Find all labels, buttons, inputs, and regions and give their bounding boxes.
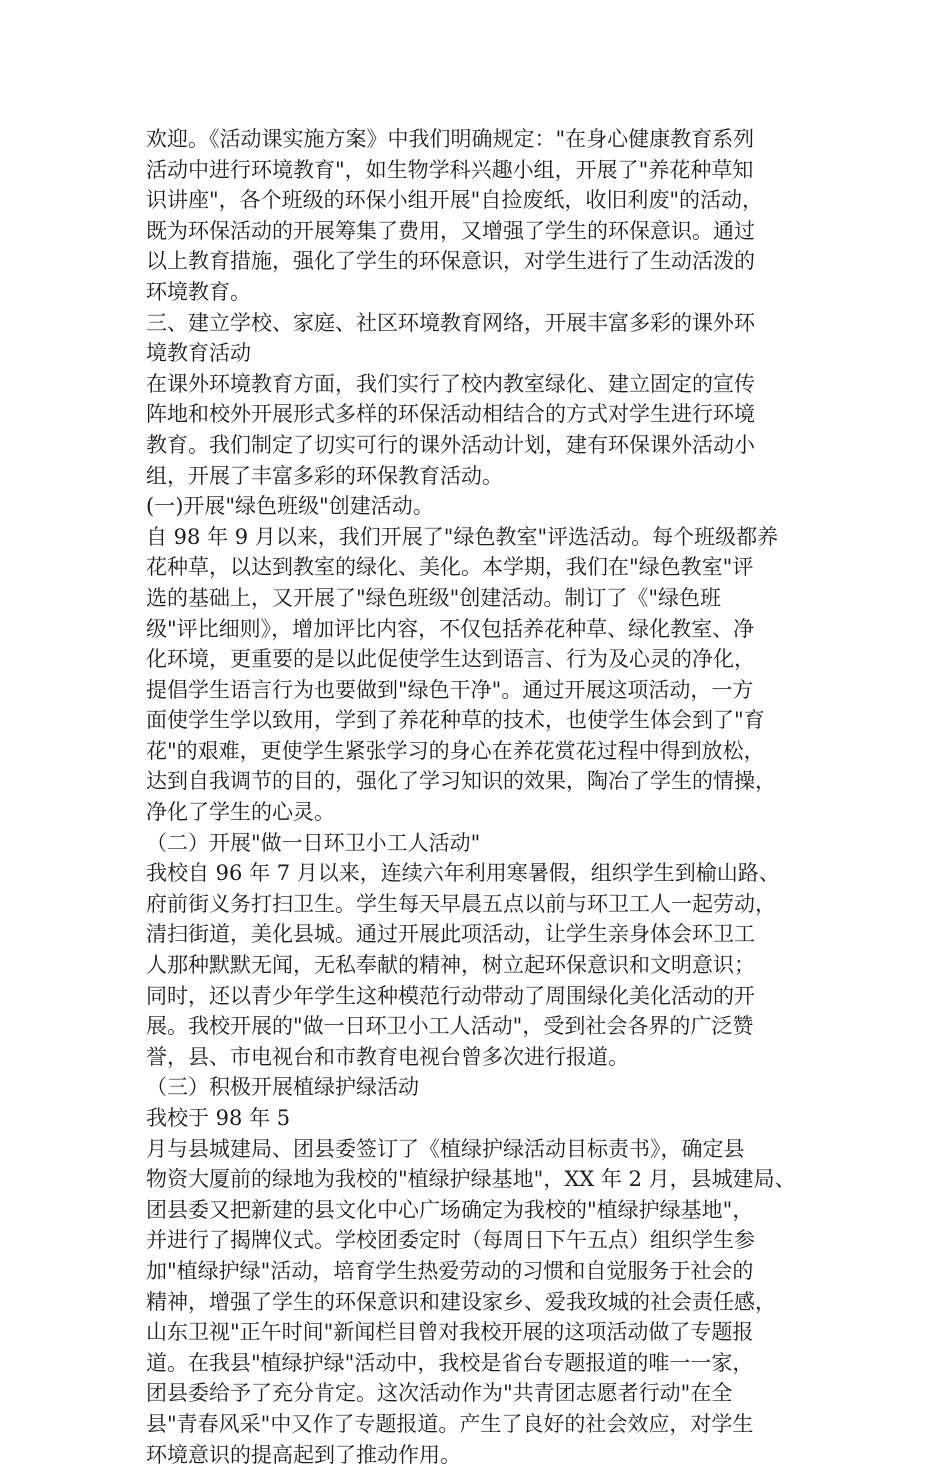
section-heading: 三、建立学校、家庭、社区环境教育网络，开展丰富多彩的课外环 — [146, 310, 755, 335]
text-line: 环境意识的提高起到了推动作用。 — [146, 1442, 461, 1467]
text-line: 欢迎。《活动课实施方案》中我们明确规定："在身心健康教育系列 — [146, 127, 755, 151]
text-line: 物资大厦前的绿地为我校的"植绿护绿基地"，XX 年 2 月，县城建局、 — [146, 1167, 796, 1192]
text-line: 府前街义务打扫卫生。学生每天早晨五点以前与环卫工人一起劳动， — [146, 891, 776, 916]
text-line: 自 98 年 9 月以来，我们开展了"绿色教室"评选活动。每个班级都养 — [146, 524, 779, 549]
text-line: 并进行了揭牌仪式。学校团委定时（每周日下午五点）组织学生参 — [146, 1228, 755, 1253]
text-line: 我校自 96 年 7 月以来，连续六年利用寒暑假，组织学生到榆山路、 — [146, 861, 780, 886]
text-line: 活动中进行环境教育"，如生物学科兴趣小组，开展了"养花种草知 — [146, 157, 754, 182]
text-line: 选的基础上，又开展了"绿色班级"创建活动。制订了《"绿色班 — [146, 585, 721, 610]
section-heading: 境教育活动 — [146, 341, 251, 366]
text-line: 人那种默默无闻，无私奉献的精神，树立起环保意识和文明意识； — [146, 953, 755, 978]
text-line: 加"植绿护绿"活动，培育学生热爱劳动的习惯和自觉服务于社会的 — [146, 1258, 754, 1283]
text-line: 我校于 98 年 5 — [146, 1106, 291, 1130]
text-line: 山东卫视"正午时间"新闻栏目曾对我校开展的这项活动做了专题报 — [146, 1320, 754, 1345]
text-line: 识讲座"，各个班级的环保小组开展"自捡废纸，收旧利废"的活动， — [146, 188, 763, 213]
text-line: 提倡学生语言行为也要做到"绿色干净"。通过开展这项活动，一方 — [146, 677, 754, 702]
text-line: 以上教育措施，强化了学生的环保意识，对学生进行了生动活泼的 — [146, 249, 755, 274]
document-body — [146, 124, 816, 1470]
text-line: 月与县城建局、团县委签订了《植绿护绿活动目标责书》，确定县 — [146, 1136, 745, 1161]
text-line: 阵地和校外开展形式多样的环保活动相结合的方式对学生进行环境 — [146, 402, 755, 427]
text-line: 净化了学生的心灵。 — [146, 800, 335, 825]
text-line: 面使学生学以致用，学到了养花种草的技术，也使学生体会到了"育 — [146, 708, 765, 733]
subsection-heading: （二）开展"做一日环卫小工人活动" — [146, 830, 481, 855]
text-line: 组，开展了丰富多彩的环保教育活动。 — [146, 463, 503, 488]
subsection-heading: （三）积极开展植绿护绿活动 — [146, 1075, 419, 1100]
subsection-heading: (一)开展"绿色班级"创建活动。 — [146, 494, 434, 519]
text-line: 既为环保活动的开展筹集了费用，又增强了学生的环保意识。通过 — [146, 218, 755, 243]
text-line: 级"评比细则》，增加评比内容，不仅包括养花种草、绿化教室、净 — [146, 616, 755, 641]
text-line: 教育。我们制定了切实可行的课外活动计划，建有环保课外活动小 — [146, 432, 755, 457]
text-line: 达到自我调节的目的，强化了学习知识的效果，陶冶了学生的情操， — [146, 769, 776, 794]
text-line: 清扫街道，美化县城。通过开展此项活动，让学生亲身体会环卫工 — [146, 922, 755, 947]
text-line: 团县委又把新建的县文化中心广场确定为我校的"植绿护绿基地"， — [146, 1197, 754, 1222]
text-line: 誉，县、市电视台和市教育电视台曾多次进行报道。 — [146, 1044, 629, 1069]
text-line: 环境教育。 — [146, 279, 251, 304]
text-line: 精神，增强了学生的环保意识和建设家乡、爱我玫城的社会责任感， — [146, 1289, 776, 1314]
text-line: 花"的艰难，更使学生紧张学习的身心在养花赏花过程中得到放松， — [146, 738, 765, 763]
text-line: 化环境，更重要的是以此促使学生达到语言、行为及心灵的净化， — [146, 647, 755, 672]
text-line: 县"青春风采"中又作了专题报道。产生了良好的社会效应，对学生 — [146, 1411, 754, 1436]
text-line: 在课外环境教育方面，我们实行了校内教室绿化、建立固定的宣传 — [146, 371, 755, 396]
text-line: 道。在我县"植绿护绿"活动中，我校是省台专题报道的唯一一家， — [146, 1350, 754, 1375]
text-line: 团县委给予了充分肯定。这次活动作为"共青团志愿者行动"在全 — [146, 1381, 733, 1406]
text-line: 展。我校开展的"做一日环卫小工人活动"，受到社会各界的广泛赞 — [146, 1014, 754, 1039]
text-line: 花种草，以达到教室的绿化、美化。本学期，我们在"绿色教室"评 — [146, 555, 754, 580]
text-line: 同时，还以青少年学生这种模范行动带动了周围绿化美化活动的开 — [146, 983, 755, 1008]
